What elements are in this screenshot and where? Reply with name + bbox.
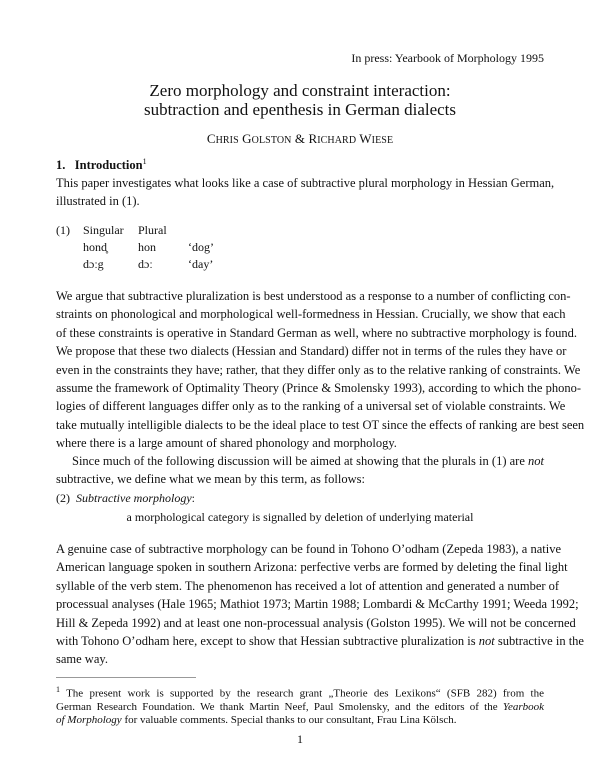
paragraph-2 <box>56 287 585 453</box>
definition-2: (2) Subtractive morphology: <box>56 491 195 505</box>
singular-form: dɔːg <box>83 257 104 271</box>
para-line: We argue that subtractive pluralization is best understood as a response to a number of conflicting con- <box>56 289 571 303</box>
para-line: take mutually intelligible dialects to be the ideal place to test OT since the effects of ranking are best seen <box>56 417 585 432</box>
header-plural: Plural <box>138 223 167 237</box>
para-line: straints on phonological and morphological well-formedness in Hessian. Crucially, we show that each <box>56 307 566 322</box>
intro-paragraph <box>56 174 555 211</box>
definition-term: Subtractive morphology <box>76 491 192 505</box>
para-line: assume the framework of Optimality Theory (Prince & Smolensky 1993), according to which the phono- <box>56 381 581 396</box>
para-line: Since much of the following discussion will be aimed at showing that the plurals in (1) are not <box>72 454 544 468</box>
footnote-mark: 1 <box>56 685 60 694</box>
para-line: We propose that these two dialects (Hessian and Standard) differ not in terms of the rules they have or <box>56 344 567 359</box>
paragraph-3 <box>56 452 544 489</box>
footnote-ref[interactable]: 1 <box>142 157 147 166</box>
singular-form: hond̥ <box>83 240 107 254</box>
gloss: ‘dog’ <box>188 240 214 254</box>
para-line: American language spoken in southern Arizona: perfective verbs are formed by deleting the final light <box>56 560 568 575</box>
para-line: logies of different languages differ only as to the ranking of a universal set of violable constraints. We <box>56 399 566 414</box>
gloss: ‘day’ <box>188 257 214 271</box>
para-line: subtractive, we define what we mean by this term, as follows: <box>56 472 365 487</box>
header-singular: Singular <box>83 223 124 237</box>
para-line: Hill & Zepeda 1992) and at least one non-processual analysis (Golston 1995). We will not be concerned <box>56 615 576 630</box>
intro-line: illustrated in (1). <box>56 194 140 209</box>
para-line: A genuine case of subtractive morphology can be found in Tohono O’odham (Zepeda 1983), a native <box>56 542 561 556</box>
paper-title <box>0 81 600 119</box>
authors: CHRIS GOLSTON & RICHARD WIESE <box>206 131 394 146</box>
definition-number: (2) <box>56 491 70 505</box>
plural-form: dɔː <box>138 257 153 271</box>
section-number: 1. <box>56 158 66 173</box>
section-title: Introduction <box>74 158 143 173</box>
press-note: In press: Yearbook of Morphology 1995 <box>351 51 544 65</box>
footnote-divider <box>56 677 196 678</box>
para-line: even in the constraints they have; rather, that they differ only as to the relative ranking of constraints. We <box>56 362 581 377</box>
definition-text: a morphological category is signalled by deletion of underlying material <box>126 510 474 524</box>
para-line: same way. <box>56 652 108 667</box>
page-number: 1 <box>297 732 303 746</box>
para-line: syllable of the verb stem. The phenomenon has received a lot of attention and generated a number of <box>56 578 560 593</box>
section-heading <box>56 157 147 173</box>
para-line: of these constraints is operative in Standard German as well, where no subtractive morphology is found. <box>56 325 578 340</box>
title-line-1: Zero morphology and constraint interaction: <box>149 81 451 100</box>
para-line: processual analyses (Hale 1965; Mathiot 1973; Martin 1988; Lombardi & McCarthy 1991; Weeda 1992; <box>56 597 579 612</box>
plural-form: hon <box>138 240 156 254</box>
intro-line: This paper investigates what looks like a case of subtractive plural morphology in Hessian German, <box>56 176 555 190</box>
title-line-2: subtraction and epenthesis in German dialects <box>143 100 457 119</box>
para-line: with Tohono O’odham here, except to show that Hessian subtractive pluralization is not subtractive in the <box>56 634 584 649</box>
para-line: where there is a large amount of shared phonology and morphology. <box>56 436 397 451</box>
paragraph-4 <box>56 540 584 669</box>
footnote: $^1$ The present work is supported by the research grant „Theorie des Lexikons“ (SFB 282) from the German Research Foundation. We thank Martin Neef, Paul Smolensky, and the editors of the Yearbook of Morphology for valuable comments. Special thanks to our consultant, Frau Lina Kölsch. <box>56 685 544 726</box>
example-1 <box>56 222 356 274</box>
example-number: (1) <box>56 223 70 237</box>
